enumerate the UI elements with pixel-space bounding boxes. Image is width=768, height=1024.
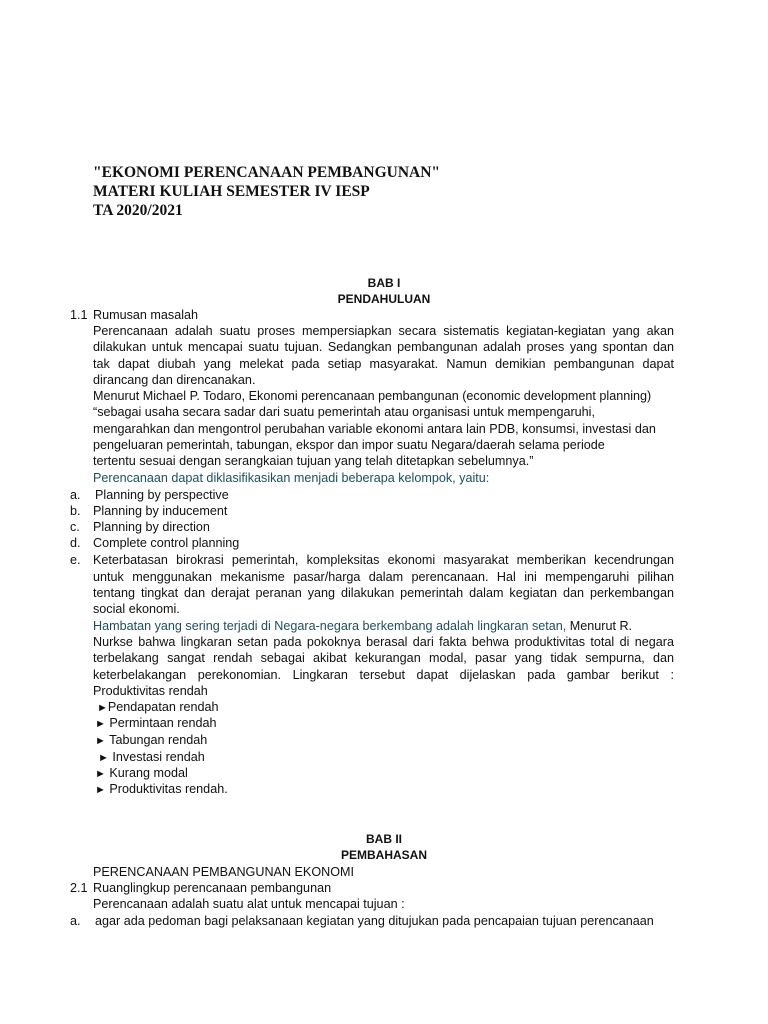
- cycle-item-label: Permintaan rendah: [109, 716, 217, 730]
- cycle-item: [95, 715, 217, 732]
- list-marker: a.: [70, 488, 81, 502]
- cycle-item: [98, 749, 205, 766]
- arrow-right-icon: ►: [95, 768, 106, 780]
- list-item-e-line: Keterbatasan birokrasi pemerintah, kompleksitas ekonomi masyarakat memberikan kecendrungan: [93, 553, 674, 567]
- cycle-item-label: Kurang modal: [109, 766, 188, 780]
- paragraph-line: Perencanaan adalah suatu proses mempersiapkan secara sistematis kegiatan-kegiatan yang akan: [93, 324, 674, 338]
- paragraph-line: “sebagai usaha secara sadar dari suatu pemerintah atau organisasi untuk mempengaruhi,: [93, 405, 595, 419]
- list-item-e-line: social ekonomi.: [93, 602, 180, 616]
- list-item-e-line: tentang tingkat dan derajat peranan yang dilakukan pemerintah dalam kegiatan dan perkembangan: [93, 586, 674, 600]
- list-item: Planning by perspective: [95, 488, 229, 502]
- list-item: Planning by inducement: [93, 504, 228, 518]
- cycle-item: [97, 699, 219, 716]
- cycle-item-label: Tabungan rendah: [109, 733, 208, 747]
- chapter-2-subheading: PEMBAHASAN: [340, 848, 427, 862]
- paragraph-line: Perencanaan adalah suatu alat untuk mencapai tujuan :: [93, 897, 405, 911]
- document-title: [93, 163, 693, 220]
- chapter-2-heading: BAB II: [366, 832, 402, 846]
- paragraph-line: Nurkse bahwa lingkaran setan pada pokoknya berasal dari fakta behwa produktivitas total di negara: [93, 635, 674, 649]
- title-line-2: MATERI KULIAH SEMESTER IV IESP: [93, 183, 370, 200]
- paragraph-line: Menurut Michael P. Todaro, Ekonomi perencanaan pembangunan (economic development planning): [93, 389, 652, 403]
- paragraph-line: keterbelakangan perekonomian. Lingkaran tersebut dapat dijelaskan pada gambar berikut :: [93, 668, 674, 682]
- vicious-circle-highlight: Hambatan yang sering terjadi di Negara-negara berkembang adalah lingkaran setan,: [93, 619, 567, 633]
- section-1-1-number: 1.1: [70, 308, 88, 322]
- list-item-e-line: untuk menggunakan mekanisme pasar/harga dalam perencanaan. Hal ini mempengaruhi pilihan: [93, 570, 674, 584]
- title-line-1: "EKONOMI PERENCANAAN PEMBANGUNAN": [93, 164, 441, 181]
- cycle-item: [95, 765, 188, 782]
- cycle-item-label: Investasi rendah: [112, 750, 205, 764]
- cycle-item: [95, 732, 207, 749]
- list-marker: b.: [70, 504, 81, 518]
- paragraph-line: dirancang dan direncanakan.: [93, 373, 256, 387]
- paragraph-line: Produktivitas rendah: [93, 684, 208, 698]
- paragraph-fragment: Menurut R.: [566, 619, 633, 633]
- section-2-1-title: Ruanglingkup perencanaan pembangunan: [93, 881, 332, 895]
- cycle-item: [95, 781, 228, 798]
- list-marker: e.: [70, 553, 81, 567]
- paragraph-line: mengarahkan dan mengontrol perubahan variable ekonomi antara lain PDB, konsumsi, investasi dan: [93, 422, 656, 436]
- chapter-2-title: PERENCANAAN PEMBANGUNAN EKONOMI: [93, 865, 355, 879]
- paragraph-line: tertentu sesuai dengan serangkaian tujuan yang telah ditetapkan sebelumnya.”: [93, 454, 534, 468]
- paragraph-line: [93, 618, 674, 634]
- list-item: Planning by direction: [93, 520, 210, 534]
- list-marker: a.: [70, 914, 81, 928]
- list-marker: c.: [70, 520, 80, 534]
- title-line-3: TA 2020/2021: [93, 202, 183, 219]
- classification-intro: Perencanaan dapat diklasifikasikan menjadi beberapa kelompok, yaitu:: [93, 471, 490, 485]
- arrow-right-icon: ►: [97, 702, 108, 714]
- cycle-item-label: Produktivitas rendah.: [109, 782, 228, 796]
- section-2-1-number: 2.1: [70, 881, 88, 895]
- paragraph-line: dilakukan untuk mencapai suatu tujuan. Sedangkan pembangunan adalah proses yang spontan dan: [93, 340, 674, 354]
- section-1-1-title: Rumusan masalah: [93, 308, 198, 322]
- arrow-right-icon: ►: [95, 784, 106, 796]
- list-item: agar ada pedoman bagi pelaksanaan kegiatan yang ditujukan pada pencapaian tujuan perencanaan: [95, 914, 654, 928]
- arrow-right-icon: ►: [98, 752, 109, 764]
- arrow-right-icon: ►: [95, 718, 106, 730]
- list-item: Complete control planning: [93, 536, 240, 550]
- arrow-right-icon: ►: [95, 735, 106, 747]
- paragraph-line: pengeluaran pemerintah, tabungan, ekspor dan impor suatu Negara/daerah selama periode: [93, 438, 605, 452]
- paragraph-line: terbelakang sangat rendah sebagai akibat kekurangan modal, pasar yang tidak sempurna, dan: [93, 651, 674, 665]
- list-marker: d.: [70, 536, 81, 550]
- chapter-1-subheading: PENDAHULUAN: [337, 292, 431, 306]
- paragraph-line: tak dapat diubah yang melekat pada setiap masyarakat. Namun demikian pembangunan dapat: [93, 357, 674, 371]
- cycle-item-label: Pendapatan rendah: [107, 700, 219, 714]
- chapter-1-heading: BAB I: [367, 276, 401, 290]
